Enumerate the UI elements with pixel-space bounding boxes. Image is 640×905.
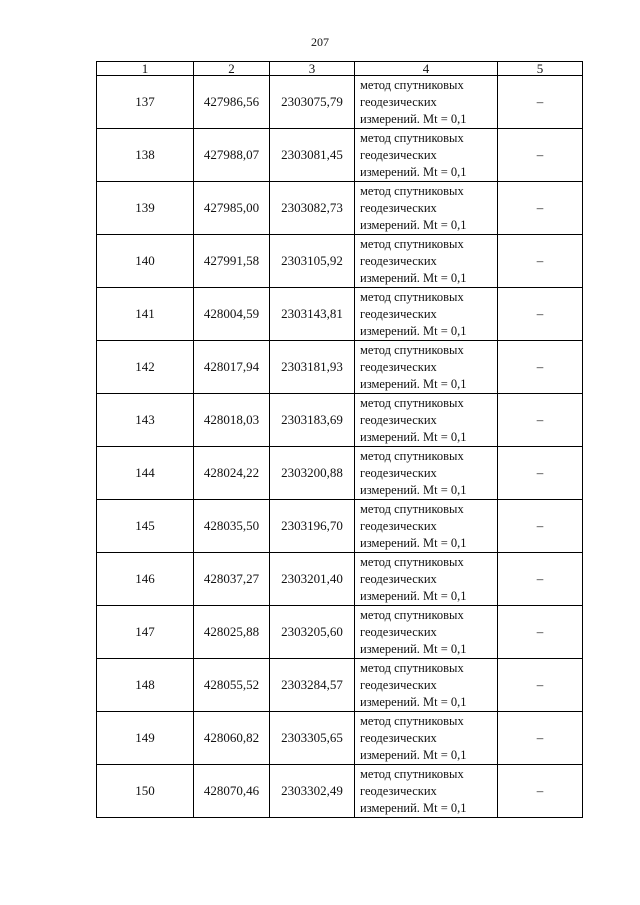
x-coordinate-cell: 428024,22	[194, 447, 270, 500]
method-text-line: геодезических	[360, 730, 437, 745]
method-text-line: метод спутниковых	[360, 289, 464, 304]
y-coordinate-cell: 2303143,81	[270, 288, 355, 341]
column-header-3: 3	[270, 62, 355, 76]
table-row	[97, 553, 583, 606]
x-coordinate-cell: 427991,58	[194, 235, 270, 288]
method-text-line: метод спутниковых	[360, 660, 464, 675]
accuracy-cell: –	[498, 659, 583, 712]
point-number-cell: 150	[97, 765, 194, 818]
column-header-4: 4	[355, 62, 498, 76]
column-header-5: 5	[498, 62, 583, 76]
method-text-line: геодезических	[360, 783, 437, 798]
page-number: 207	[311, 35, 329, 49]
coordinates-table	[96, 61, 583, 818]
method-text-line: геодезических	[360, 253, 437, 268]
x-coordinate-cell: 428025,88	[194, 606, 270, 659]
y-coordinate-cell: 2303082,73	[270, 182, 355, 235]
method-text-line: геодезических	[360, 200, 437, 215]
point-number-cell: 148	[97, 659, 194, 712]
y-coordinate-cell: 2303183,69	[270, 394, 355, 447]
point-number-cell: 147	[97, 606, 194, 659]
point-number-cell: 149	[97, 712, 194, 765]
table-row	[97, 500, 583, 553]
method-text-line: геодезических	[360, 571, 437, 586]
x-coordinate-cell: 428035,50	[194, 500, 270, 553]
method-cell	[355, 659, 498, 712]
table-row	[97, 765, 583, 818]
method-text-line: измерений. Mt = 0,1	[360, 641, 467, 656]
method-cell	[355, 500, 498, 553]
point-number-cell: 140	[97, 235, 194, 288]
table-row	[97, 447, 583, 500]
x-coordinate-cell: 428037,27	[194, 553, 270, 606]
method-text-line: измерений. Mt = 0,1	[360, 800, 467, 815]
column-header-2: 2	[194, 62, 270, 76]
method-text-line: геодезических	[360, 94, 437, 109]
table-row	[97, 606, 583, 659]
x-coordinate-cell: 428018,03	[194, 394, 270, 447]
method-text-line: измерений. Mt = 0,1	[360, 376, 467, 391]
y-coordinate-cell: 2303305,65	[270, 712, 355, 765]
method-text-line: геодезических	[360, 677, 437, 692]
y-coordinate-cell: 2303302,49	[270, 765, 355, 818]
x-coordinate-cell: 427986,56	[194, 76, 270, 129]
method-cell	[355, 129, 498, 182]
accuracy-cell: –	[498, 341, 583, 394]
x-coordinate-cell: 428070,46	[194, 765, 270, 818]
method-cell	[355, 712, 498, 765]
method-text-line: измерений. Mt = 0,1	[360, 747, 467, 762]
method-text-line: метод спутниковых	[360, 395, 464, 410]
method-text-line: измерений. Mt = 0,1	[360, 482, 467, 497]
x-coordinate-cell: 427988,07	[194, 129, 270, 182]
point-number-cell: 145	[97, 500, 194, 553]
method-cell	[355, 182, 498, 235]
y-coordinate-cell: 2303105,92	[270, 235, 355, 288]
method-text-line: измерений. Mt = 0,1	[360, 323, 467, 338]
table-header-row	[97, 62, 583, 76]
x-coordinate-cell: 428055,52	[194, 659, 270, 712]
accuracy-cell: –	[498, 129, 583, 182]
point-number-cell: 146	[97, 553, 194, 606]
y-coordinate-cell: 2303081,45	[270, 129, 355, 182]
y-coordinate-cell: 2303201,40	[270, 553, 355, 606]
point-number-cell: 144	[97, 447, 194, 500]
point-number-cell: 139	[97, 182, 194, 235]
table-row	[97, 394, 583, 447]
point-number-cell: 142	[97, 341, 194, 394]
method-cell	[355, 341, 498, 394]
point-number-cell: 141	[97, 288, 194, 341]
table-row	[97, 182, 583, 235]
method-cell	[355, 235, 498, 288]
method-text-line: метод спутниковых	[360, 236, 464, 251]
table-row	[97, 235, 583, 288]
method-text-line: измерений. Mt = 0,1	[360, 164, 467, 179]
method-text-line: метод спутниковых	[360, 713, 464, 728]
method-text-line: измерений. Mt = 0,1	[360, 429, 467, 444]
point-number-cell: 137	[97, 76, 194, 129]
x-coordinate-cell: 428004,59	[194, 288, 270, 341]
method-cell	[355, 76, 498, 129]
x-coordinate-cell: 428017,94	[194, 341, 270, 394]
table-row	[97, 341, 583, 394]
accuracy-cell: –	[498, 765, 583, 818]
table-row	[97, 288, 583, 341]
method-text-line: метод спутниковых	[360, 342, 464, 357]
accuracy-cell: –	[498, 182, 583, 235]
method-text-line: измерений. Mt = 0,1	[360, 217, 467, 232]
method-text-line: метод спутниковых	[360, 130, 464, 145]
method-text-line: метод спутниковых	[360, 183, 464, 198]
y-coordinate-cell: 2303196,70	[270, 500, 355, 553]
method-cell	[355, 606, 498, 659]
method-text-line: измерений. Mt = 0,1	[360, 270, 467, 285]
x-coordinate-cell: 428060,82	[194, 712, 270, 765]
method-text-line: метод спутниковых	[360, 554, 464, 569]
accuracy-cell: –	[498, 447, 583, 500]
table-body	[97, 76, 583, 818]
table-row	[97, 129, 583, 182]
method-cell	[355, 288, 498, 341]
method-text-line: измерений. Mt = 0,1	[360, 535, 467, 550]
point-number-cell: 143	[97, 394, 194, 447]
accuracy-cell: –	[498, 712, 583, 765]
accuracy-cell: –	[498, 235, 583, 288]
method-text-line: измерений. Mt = 0,1	[360, 111, 467, 126]
method-text-line: геодезических	[360, 147, 437, 162]
y-coordinate-cell: 2303205,60	[270, 606, 355, 659]
method-text-line: геодезических	[360, 306, 437, 321]
method-cell	[355, 394, 498, 447]
method-text-line: метод спутниковых	[360, 448, 464, 463]
method-text-line: метод спутниковых	[360, 607, 464, 622]
method-text-line: метод спутниковых	[360, 501, 464, 516]
accuracy-cell: –	[498, 288, 583, 341]
method-text-line: геодезических	[360, 624, 437, 639]
accuracy-cell: –	[498, 76, 583, 129]
method-text-line: измерений. Mt = 0,1	[360, 588, 467, 603]
method-text-line: геодезических	[360, 465, 437, 480]
y-coordinate-cell: 2303200,88	[270, 447, 355, 500]
method-text-line: метод спутниковых	[360, 77, 464, 92]
accuracy-cell: –	[498, 500, 583, 553]
y-coordinate-cell: 2303284,57	[270, 659, 355, 712]
method-text-line: геодезических	[360, 359, 437, 374]
method-text-line: метод спутниковых	[360, 766, 464, 781]
table-row	[97, 659, 583, 712]
accuracy-cell: –	[498, 394, 583, 447]
accuracy-cell: –	[498, 606, 583, 659]
point-number-cell: 138	[97, 129, 194, 182]
table-row	[97, 712, 583, 765]
method-text-line: геодезических	[360, 412, 437, 427]
y-coordinate-cell: 2303181,93	[270, 341, 355, 394]
method-cell	[355, 765, 498, 818]
accuracy-cell: –	[498, 553, 583, 606]
method-text-line: измерений. Mt = 0,1	[360, 694, 467, 709]
x-coordinate-cell: 427985,00	[194, 182, 270, 235]
method-cell	[355, 553, 498, 606]
y-coordinate-cell: 2303075,79	[270, 76, 355, 129]
method-cell	[355, 447, 498, 500]
table-row	[97, 76, 583, 129]
column-header-1: 1	[97, 62, 194, 76]
method-text-line: геодезических	[360, 518, 437, 533]
